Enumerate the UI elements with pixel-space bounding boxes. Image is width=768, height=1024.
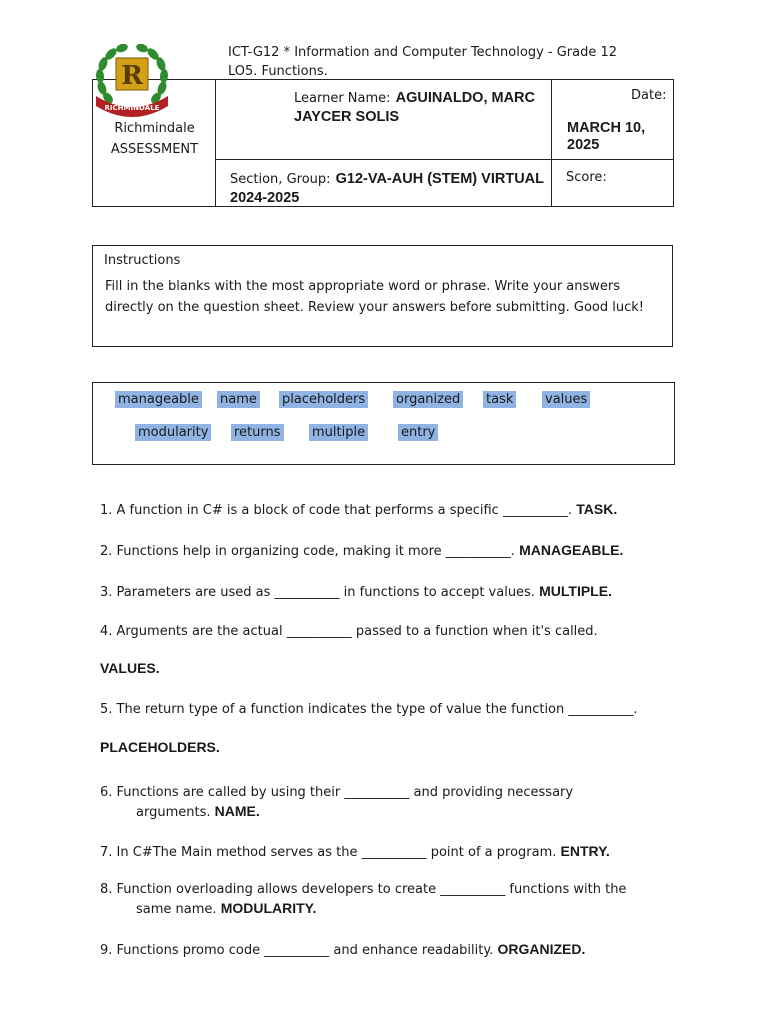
question-text: 2. Functions help in organizing code, making it more __________. bbox=[100, 544, 515, 559]
question-8 bbox=[100, 880, 626, 919]
word-bank-item: placeholders bbox=[279, 391, 368, 408]
word-bank-item: multiple bbox=[309, 424, 368, 441]
course-header bbox=[228, 43, 617, 81]
question-text: 1. A function in C# is a block of code that performs a specific __________. bbox=[100, 503, 573, 518]
question-5 bbox=[100, 700, 638, 719]
answer-text: TASK. bbox=[576, 501, 618, 517]
question-text: 3. Parameters are used as __________ in functions to accept values. bbox=[100, 585, 535, 600]
word-bank-item: returns bbox=[231, 424, 284, 441]
lesson-title: LO5. Functions. bbox=[228, 64, 328, 79]
question-4 bbox=[100, 622, 598, 641]
instructions-box bbox=[92, 245, 673, 347]
assessment-label: ASSESSMENT bbox=[110, 142, 199, 157]
word-bank-item: task bbox=[483, 391, 516, 408]
word-bank bbox=[92, 382, 675, 465]
question-text-continued: same name. bbox=[136, 902, 217, 917]
question-3 bbox=[100, 582, 612, 602]
question-text: 8. Function overloading allows developers to create __________ functions with the bbox=[100, 882, 627, 897]
answer-text: PLACEHOLDERS. bbox=[100, 739, 220, 755]
answer-text: MANAGEABLE. bbox=[519, 542, 624, 558]
section-label: Section, Group: bbox=[230, 172, 331, 187]
learner-cell bbox=[216, 80, 552, 206]
score-label: Score: bbox=[566, 170, 607, 185]
word-bank-item: modularity bbox=[135, 424, 211, 441]
school-logo bbox=[92, 44, 172, 118]
question-2 bbox=[100, 541, 623, 561]
date-value: MARCH 10, 2025 bbox=[567, 120, 646, 153]
word-bank-item: organized bbox=[393, 391, 463, 408]
header-table bbox=[92, 79, 674, 207]
logo-text: RICHMINDALE bbox=[104, 104, 160, 112]
course-title: ICT-G12 * Information and Computer Technology - Grade 12 bbox=[228, 45, 618, 60]
learner-name-value: AGUINALDO, MARC JAYCER SOLIS bbox=[294, 90, 535, 125]
question-text: 7. In C#The Main method serves as the __________ point of a program. bbox=[100, 845, 557, 860]
question-text: 9. Functions promo code __________ and enhance readability. bbox=[100, 943, 494, 958]
instructions-body: Fill in the blanks with the most appropriate word or phrase. Write your answers directly on the question sheet. Review your answers before submitting. Good luck! bbox=[105, 279, 644, 315]
question-text: 5. The return type of a function indicates the type of value the function __________. bbox=[100, 702, 638, 717]
question-6 bbox=[100, 783, 573, 822]
answer-text: MODULARITY. bbox=[220, 900, 317, 916]
date-label: Date: bbox=[631, 88, 667, 103]
word-bank-item: values bbox=[542, 391, 590, 408]
svg-text:R: R bbox=[121, 61, 143, 91]
laurel-emblem-icon bbox=[92, 44, 172, 118]
question-1 bbox=[100, 500, 617, 520]
section-block bbox=[230, 169, 548, 207]
word-bank-item: manageable bbox=[115, 391, 202, 408]
question-text: 4. Arguments are the actual __________ passed to a function when it's called. bbox=[100, 624, 598, 639]
question-7 bbox=[100, 842, 610, 862]
learner-name-label: Learner Name: bbox=[294, 91, 391, 106]
question-text-continued: arguments. bbox=[136, 805, 211, 820]
instructions-title: Instructions bbox=[104, 253, 181, 268]
answer-text: ENTRY. bbox=[560, 843, 610, 859]
learner-name-block bbox=[294, 88, 546, 126]
word-bank-item: name bbox=[217, 391, 260, 408]
question-text: 6. Functions are called by using their __________ and providing necessary bbox=[100, 785, 574, 800]
section-value: G12-VA-AUH (STEM) VIRTUAL 2024-2025 bbox=[230, 171, 544, 206]
school-name: Richmindale bbox=[114, 121, 195, 136]
cell-divider bbox=[552, 159, 673, 160]
question-9 bbox=[100, 940, 585, 960]
cell-divider bbox=[216, 159, 551, 160]
school-info bbox=[93, 118, 216, 160]
date-score-cell bbox=[552, 80, 673, 206]
answer-text: ORGANIZED. bbox=[497, 941, 586, 957]
answer-text: MULTIPLE. bbox=[539, 583, 612, 599]
answer-text: VALUES. bbox=[100, 660, 160, 676]
answer-text: NAME. bbox=[214, 803, 260, 819]
word-bank-item: entry bbox=[398, 424, 438, 441]
